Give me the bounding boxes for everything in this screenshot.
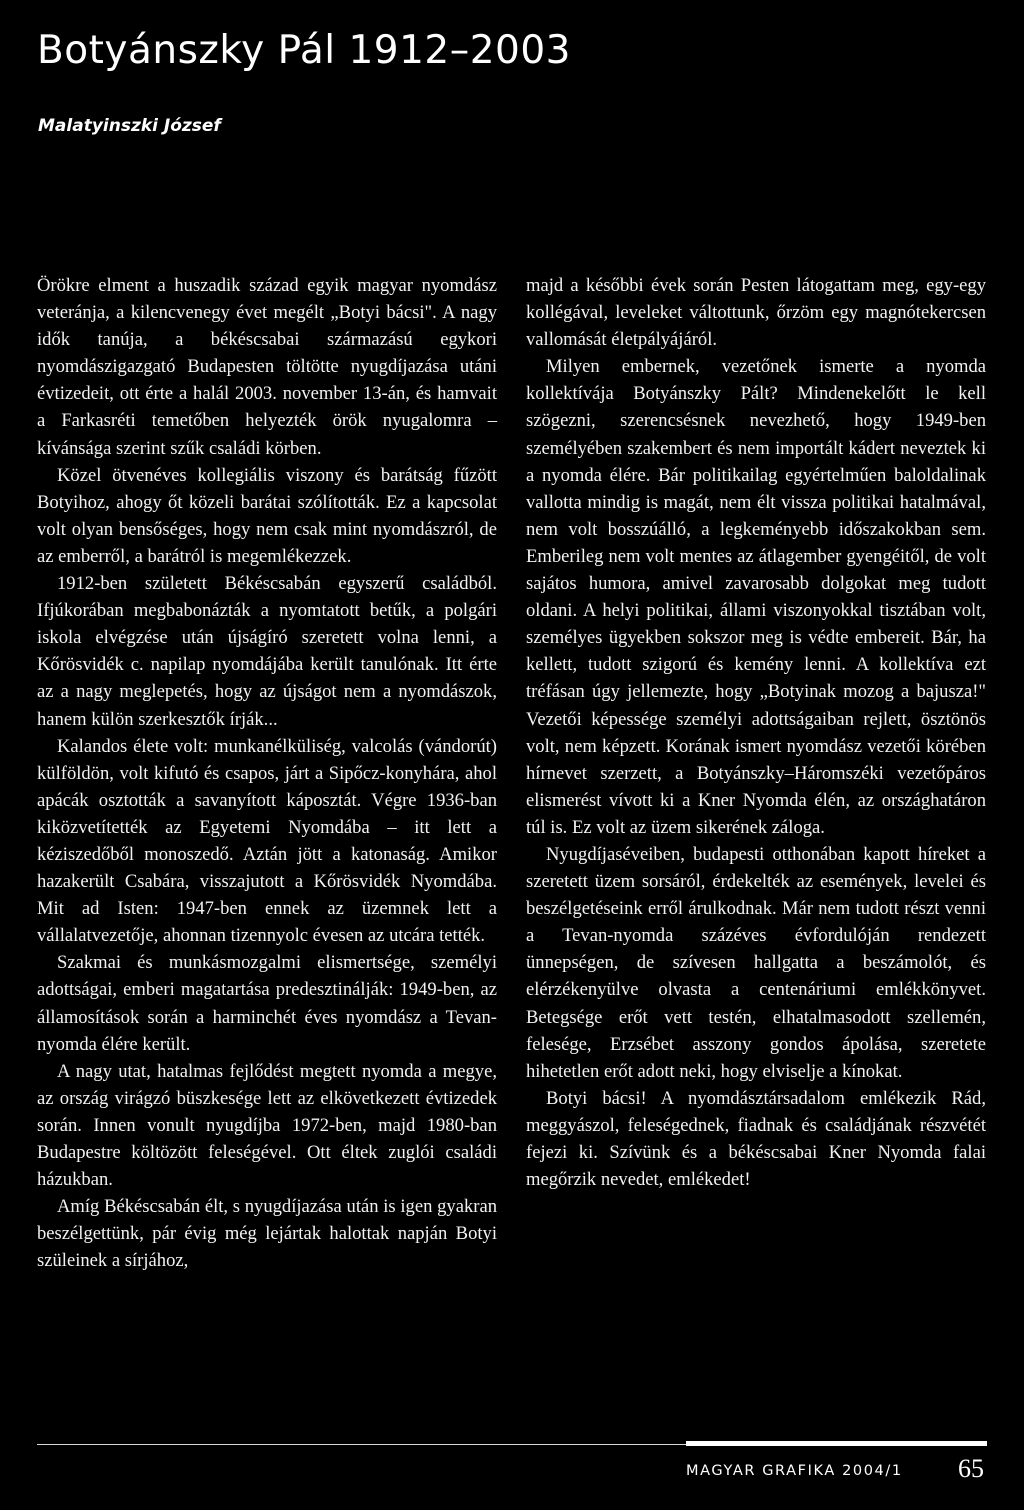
right-column — [526, 272, 986, 1193]
paragraph: Nyugdíjaséveiben, budapesti otthonában kapott híreket a szeretett üzem sorsáról, érdekelték az események, levelei és beszélgetéseink erről árulkodnak. Már nem tudott részt venni a Tevan-nyomda százéves évfordulóján rendezett ünnepségen, de szívesen hallgatta a beszámolót, és elérzékenyülve olvasta a centenáriumi emlékkönyvet. Betegsége erőt vett testén, elhatalmasodott szellemén, felesége, Erzsébet asszony gondos ápolása, szeretete hihetetlen erőt adott neki, hogy elviselje a kínokat. — [526, 843, 986, 1082]
paragraph: A nagy utat, hatalmas fejlődést megtett nyomda a megye, az ország virágzó büszkesége lett az elkövetkezett évtizedek során. Innen vonult nyugdíjba 1972-ben, majd 1980-ban Budapestre költözött feleségével. Ott éltek zuglói családi házukban. — [37, 1060, 497, 1191]
journal-name: MAGYAR GRAFIKA 2004/1 — [686, 1463, 903, 1479]
paragraph: Amíg Békéscsabán élt, s nyugdíjazása után is igen gyakran beszélgettünk, pár évig még lejártak halottak napján Botyi szüleinek a sírjához, — [37, 1196, 497, 1272]
footer-rule-accent — [686, 1441, 987, 1446]
paragraph: Botyi bácsi! A nyomdásztársadalom emlékezik Rád, meggyászol, feleségednek, fiadnak és családjának részvétét fejezi ki. Szívünk és a békéscsabai Kner Nyomda falai megőrzik nevedet, emlékedet! — [526, 1087, 986, 1191]
paragraph: Kalandos élete volt: munkanélküliség, valcolás (vándorút) külföldön, volt kifutó és csapos, járt a Sipőcz-konyhára, ahol apácák osztották a savanyított káposztát. Végre 1936-ban kiközvetítették az Egyetemi Nyomdába – itt lett a kéziszedőből monoszedő. Aztán jött a katonaság. Amikor hazakerült Csabára, visszajutott a Kőrösvidék Nyomdába. Mit ad Isten: 1947-ben ennek az üzemnek lett a vállalatvezetője, ahonnan tizennyolc évesen az utcára tették. — [37, 735, 497, 947]
page-number: 65 — [958, 1454, 984, 1483]
left-column — [37, 272, 497, 1274]
paragraph: 1912-ben született Békéscsabán egyszerű családból. Ifjúkorában megbabonázták a nyomtatott betűk, a polgári iskola elvégzése után újságíró szeretett volna lenni, a Kőrösvidék c. napilap nyomdájába került tanulónak. Itt érte az a nagy meglepetés, hogy az újságot nem a nyomdászok, hanem külön szerkesztők írják... — [37, 573, 497, 730]
paragraph: Szakmai és munkásmozgalmi elismertsége, személyi adottságai, emberi magatartása predesztinálják: 1949-ben, az államosítások során a harminchét éves nyomdász a Tevan-nyomda élére került. — [37, 952, 497, 1055]
paragraph: majd a későbbi évek során Pesten látogattam meg, egy-egy kollégával, leveleket váltottunk, őrzöm egy magnótekercsen vallomását életpályájáról. — [526, 275, 986, 351]
article-title: Botyánszky Pál 1912–2003 — [37, 28, 571, 73]
article-author: Malatyinszki József — [38, 116, 221, 136]
paragraph: Milyen embernek, vezetőnek ismerte a nyomda kollektívája Botyánszky Pált? Mindenekelőtt le kell szögezni, szerencsésnek nevezhető, hogy 1949-ben személyében szakembert és nem importált kádert neveztek ki a nyomda élére. Bár politikailag egyértelműen baloldalinak vallotta mindig is magát, nem élt vissza politikai hatalmával, nem volt bosszúálló, a legkeményebb időszakokban sem. Emberileg nem volt mentes az átlagember gyengéitől, de volt sajátos humora, amivel zavarosabb dolgokat meg tudott oldani. A helyi politikai, állami viszonyokkal tisztában volt, személyes ügyekben sokszor meg is védte embereit. Bár, ha kellett, tudott szigorú és kemény lenni. A kollektíva ezt tréfásan úgy jellemezte, hogy „Botyinak mozog a bajusza!" Vezetői képessége személyi adottságaiban rejlett, ösztönös volt, nem képzett. Korának ismert nyomdász vezetői körében hírnevet szerzett, a Botyánszky–Háromszéki vezetőpáros elismerést vívott ki a Kner Nyomda élén, az országhatáron túl is. Ez volt az üzem sikerének záloga. — [526, 356, 986, 838]
paragraph: Közel ötvenéves kollegiális viszony és barátság fűzött Botyihoz, ahogy őt közeli barátai szólították. Ez a kapcsolat volt olyan bensőséges, hogy nem csak mint nyomdászról, de az emberről, a barátról is megemlékezzek. — [37, 464, 497, 567]
paragraph: Örökre elment a huszadik század egyik magyar nyomdász veteránja, a kilencvenegy évet megélt „Botyi bácsi". A nagy idők tanúja, a békéscsabai származású egykori nyomdászigazgató Budapesten töltötte nyugdíjazása utáni évtizedeit, ott érte a halál 2003. november 13-án, és hamvait a Farkasréti temetőben helyezték örök nyugalomra – kívánsága szerint szűk családi körben. — [37, 275, 497, 459]
